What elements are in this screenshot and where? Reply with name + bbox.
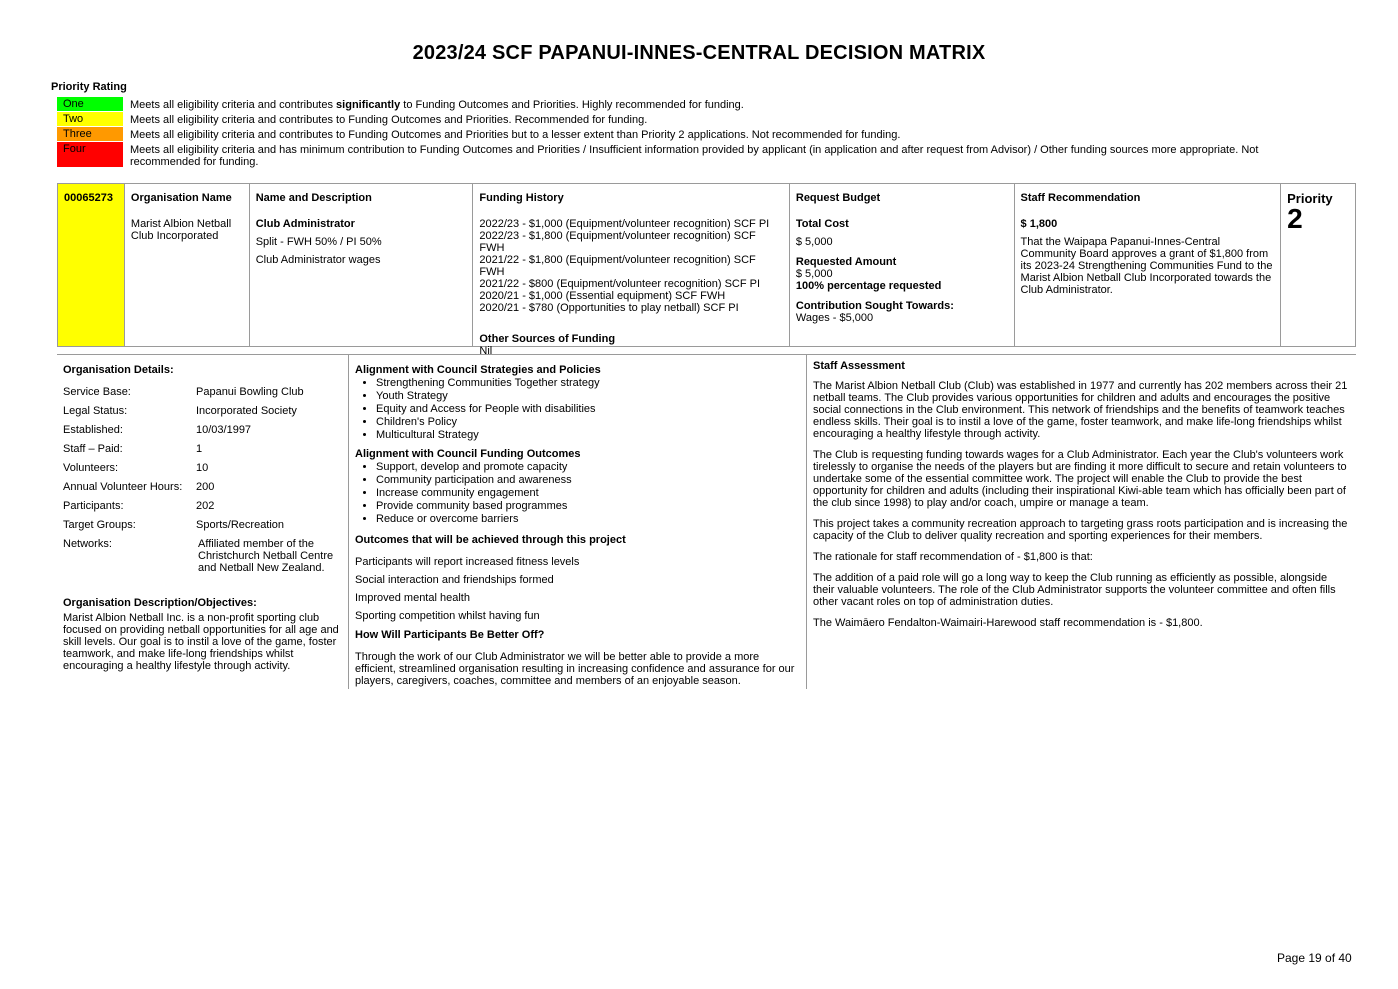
priority-row-four: [57, 142, 1317, 168]
detail-label: Volunteers:: [63, 462, 119, 474]
staff-recommendation-header: Staff Recommendation: [1020, 192, 1141, 204]
staff-assessment: [813, 360, 1351, 638]
detail-row: [63, 443, 343, 455]
assessment-paragraph: The Marist Albion Netball Club (Club) was established in 1977 and currently has 202 members across their 21 netball teams. The Club provides various opportunities for children and adults and encourages the positive social connections in the Club environment. This network of friendships and the benefits of teamwork teaches endless skills. Their goal is to instil a love of the game, foster teamwork, and make life-long friendships whilst encouraging a healthy lifestyle through activity.: [813, 380, 1348, 440]
requested-amount-label: Requested Amount: [795, 256, 897, 268]
funding-history-item: 2022/23 - $1,000 (Equipment/volunteer recognition) SCF PI: [479, 218, 770, 230]
project-title: Club Administrator: [255, 218, 355, 230]
list-item: • Children's Policy: [376, 416, 795, 429]
funding-split: Split - FWH 50% / PI 50%: [255, 236, 382, 248]
staff-recommendation-text: That the Waipapa Papanui-Innes-Central Community Board approves a grant of $1,800 from its 2023-24 Strengthening Communities Fund to the Marist Albion Netball Club Incorporated towards the Club Administrator.: [1020, 236, 1273, 296]
total-cost-label: Total Cost: [795, 218, 849, 230]
contribution-value: Wages - $5,000: [795, 312, 874, 324]
funding-history-header: Funding History: [479, 192, 564, 204]
detail-row: [63, 500, 343, 512]
funding-history-item: 2021/22 - $1,800 (Equipment/volunteer recognition) SCF FWH: [479, 254, 756, 278]
percentage-requested: 100% percentage requested: [795, 280, 942, 292]
priority-swatch-two: Two: [57, 112, 123, 127]
project-outcome: Improved mental health: [355, 592, 470, 604]
detail-row: [63, 519, 343, 531]
other-sources-header: Other Sources of Funding: [479, 333, 616, 345]
detail-row: [63, 424, 343, 436]
detail-value: Sports/Recreation: [196, 519, 285, 531]
project-outcome: Social interaction and friendships formed: [355, 574, 554, 586]
priority-header: Priority: [1287, 191, 1333, 206]
list-item: • Reduce or overcome barriers: [376, 513, 795, 526]
better-off-heading: How Will Participants Be Better Off?: [355, 629, 545, 641]
project-outcome: Sporting competition whilst having fun: [355, 610, 540, 622]
total-cost-value: $ 5,000: [795, 236, 833, 248]
priority-text-four: Meets all eligibility criteria and has minimum contribution to Funding Outcomes and Priorities / Insufficient information provided by applicant (in application and after request from Advisor) / Other funding sources more appropriate. Not recommended for funding.: [130, 144, 1259, 168]
priority-row-three: [57, 127, 1317, 142]
priority-rating-heading: Priority Rating: [51, 81, 127, 93]
section-divider: [57, 354, 1356, 355]
detail-label: Established:: [63, 424, 123, 436]
application-summary: [57, 183, 1356, 357]
name-description-header: Name and Description: [255, 192, 372, 204]
funding-outcomes-heading: Alignment with Council Funding Outcomes: [355, 448, 581, 460]
list-item: • Community participation and awareness: [376, 474, 795, 487]
priority-text-two: Meets all eligibility criteria and contributes to Funding Outcomes and Priorities. Recommended for funding.: [130, 114, 648, 126]
name-description-cell: [250, 184, 474, 346]
priority-text-one: [123, 97, 1310, 111]
priority-rating-legend: [57, 97, 1317, 168]
detail-row: [63, 538, 343, 574]
detail-value: 200: [196, 481, 215, 493]
column-divider: [348, 355, 349, 689]
project-outcome: Participants will report increased fitness levels: [355, 556, 580, 568]
organisation-details: [63, 364, 343, 672]
priority-swatch-four: Four: [57, 142, 123, 168]
other-sources-value: Nil: [479, 345, 493, 357]
detail-row: [63, 405, 343, 417]
funding-history-item: 2022/23 - $1,800 (Equipment/volunteer recognition) SCF FWH: [479, 230, 756, 254]
request-budget-header: Request Budget: [795, 192, 881, 204]
list-item: • Strengthening Communities Together strategy: [376, 377, 795, 390]
list-item: • Support, develop and promote capacity: [376, 461, 795, 474]
assessment-paragraph: The Club is requesting funding towards wages for a Club Administrator. Each year the Club's volunteers work tirelessly to organise the needs of the players but are finding it more difficult to secure and retain volunteers to undertake some of the essential committee work. The project will enable the Club to provide the best opportunity for children and adults (including their inspirational Kiwi-able team which has officially been part of the club since 1998) to play and/or coach, umpire or manage a team.: [813, 449, 1347, 509]
detail-value: Papanui Bowling Club: [196, 386, 304, 398]
detail-value: Incorporated Society: [196, 405, 297, 417]
organisation-description-text: Marist Albion Netball Inc. is a non-profit sporting club focused on providing netball opportunities for all age and skill levels. Our goal is to instil a love of the game, foster teamwork, and make life-long friendships whilst encouraging a healthy lifestyle through activity.: [63, 612, 339, 672]
detail-label: Participants:: [63, 500, 124, 512]
priority-text-three: Meets all eligibility criteria and contributes to Funding Outcomes and Priorities but to a lesser extent than Priority 2 applications. Not recommended for funding.: [130, 129, 901, 141]
detail-value: 10/03/1997: [196, 424, 252, 436]
alignment-section: [355, 364, 795, 687]
organisation-name-cell: [125, 184, 250, 346]
detail-label: Staff – Paid:: [63, 443, 123, 455]
priority-text-one-b: to Funding Outcomes and Priorities. Highly recommended for funding.: [400, 99, 744, 111]
organisation-description-heading: Organisation Description/Objectives:: [63, 597, 257, 609]
priority-swatch-one: One: [57, 97, 123, 112]
list-item: • Increase community engagement: [376, 487, 795, 500]
priority-text-one-bold: significantly: [336, 99, 401, 111]
requested-amount-value: $ 5,000: [795, 268, 833, 280]
list-item: • Multicultural Strategy: [376, 429, 795, 442]
priority-row-two: [57, 112, 1317, 127]
priority-swatch-three: Three: [57, 127, 123, 142]
list-item: • Provide community based programmes: [376, 500, 795, 513]
funding-history-item: 2020/21 - $780 (Opportunities to play netball) SCF PI: [479, 302, 739, 314]
organisation-details-heading: Organisation Details:: [63, 364, 174, 376]
staff-assessment-heading: Staff Assessment: [813, 360, 905, 372]
funding-history-item: 2021/22 - $800 (Equipment/volunteer recognition) SCF PI: [479, 278, 761, 290]
detail-label: Service Base:: [63, 386, 131, 398]
strategies-list: [355, 377, 795, 442]
detail-value: Affiliated member of the Christchurch Netball Centre and Netball New Zealand.: [198, 538, 334, 574]
detail-value: 10: [196, 462, 209, 474]
organisation-name: Marist Albion Netball Club Incorporated: [130, 218, 232, 242]
priority-cell: [1281, 184, 1355, 346]
assessment-paragraph: The addition of a paid role will go a long way to keep the Club running as efficiently as possible, alongside their valuable volunteers. The role of the Club Administrator supports the volunteer committee and often fills other vacant roles on top of administration duties.: [813, 572, 1336, 608]
column-divider: [806, 355, 807, 689]
staff-recommendation-cell: [1015, 184, 1282, 346]
project-outcomes-heading: Outcomes that will be achieved through this project: [355, 534, 626, 546]
project-description: Club Administrator wages: [255, 254, 381, 266]
priority-value: 2: [1287, 203, 1303, 234]
page-number: Page 19 of 40: [1277, 951, 1352, 965]
list-item: • Youth Strategy: [376, 390, 795, 403]
detail-value: 202: [196, 500, 215, 512]
detail-row: [63, 481, 343, 493]
funding-history-cell: [473, 184, 790, 357]
priority-row-one: [57, 97, 1317, 112]
detail-row: [63, 462, 343, 474]
application-id: 00065273: [58, 184, 125, 346]
detail-row: [63, 386, 343, 398]
list-item: • Equity and Access for People with disabilities: [376, 403, 795, 416]
detail-label: Legal Status:: [63, 405, 128, 417]
funding-history-item: 2020/21 - $1,000 (Essential equipment) SCF FWH: [479, 290, 726, 302]
detail-label: Target Groups:: [63, 519, 136, 531]
detail-label: Annual Volunteer Hours:: [63, 481, 183, 493]
priority-text-one-a: Meets all eligibility criteria and contributes: [130, 99, 337, 111]
request-budget-cell: [790, 184, 1015, 346]
assessment-paragraph: This project takes a community recreation approach to targeting grass roots participation and is increasing the capacity of the Club to deliver quality recreation and sporting experiences for their members.: [813, 518, 1348, 542]
strategies-heading: Alignment with Council Strategies and Policies: [355, 364, 601, 376]
organisation-name-header: Organisation Name: [130, 192, 232, 204]
funding-outcomes-list: [355, 461, 795, 526]
staff-recommendation-amount: $ 1,800: [1020, 218, 1058, 230]
detail-value: 1: [196, 443, 203, 455]
page-title: 2023/24 SCF PAPANUI-INNES-CENTRAL DECISION MATRIX: [412, 42, 986, 64]
assessment-paragraph: The Waimāero Fendalton-Waimairi-Harewood staff recommendation is - $1,800.: [813, 617, 1203, 629]
detail-label: Networks:: [63, 538, 112, 550]
better-off-text: Through the work of our Club Administrator we will be better able to provide a more efficient, streamlined organisation resulting in increasing confidence and assurance for our players, caregivers, coaches, committee and members of an enjoyable season.: [355, 651, 795, 687]
contribution-label: Contribution Sought Towards:: [795, 300, 954, 312]
assessment-paragraph: The rationale for staff recommendation of - $1,800 is that:: [813, 551, 1093, 563]
